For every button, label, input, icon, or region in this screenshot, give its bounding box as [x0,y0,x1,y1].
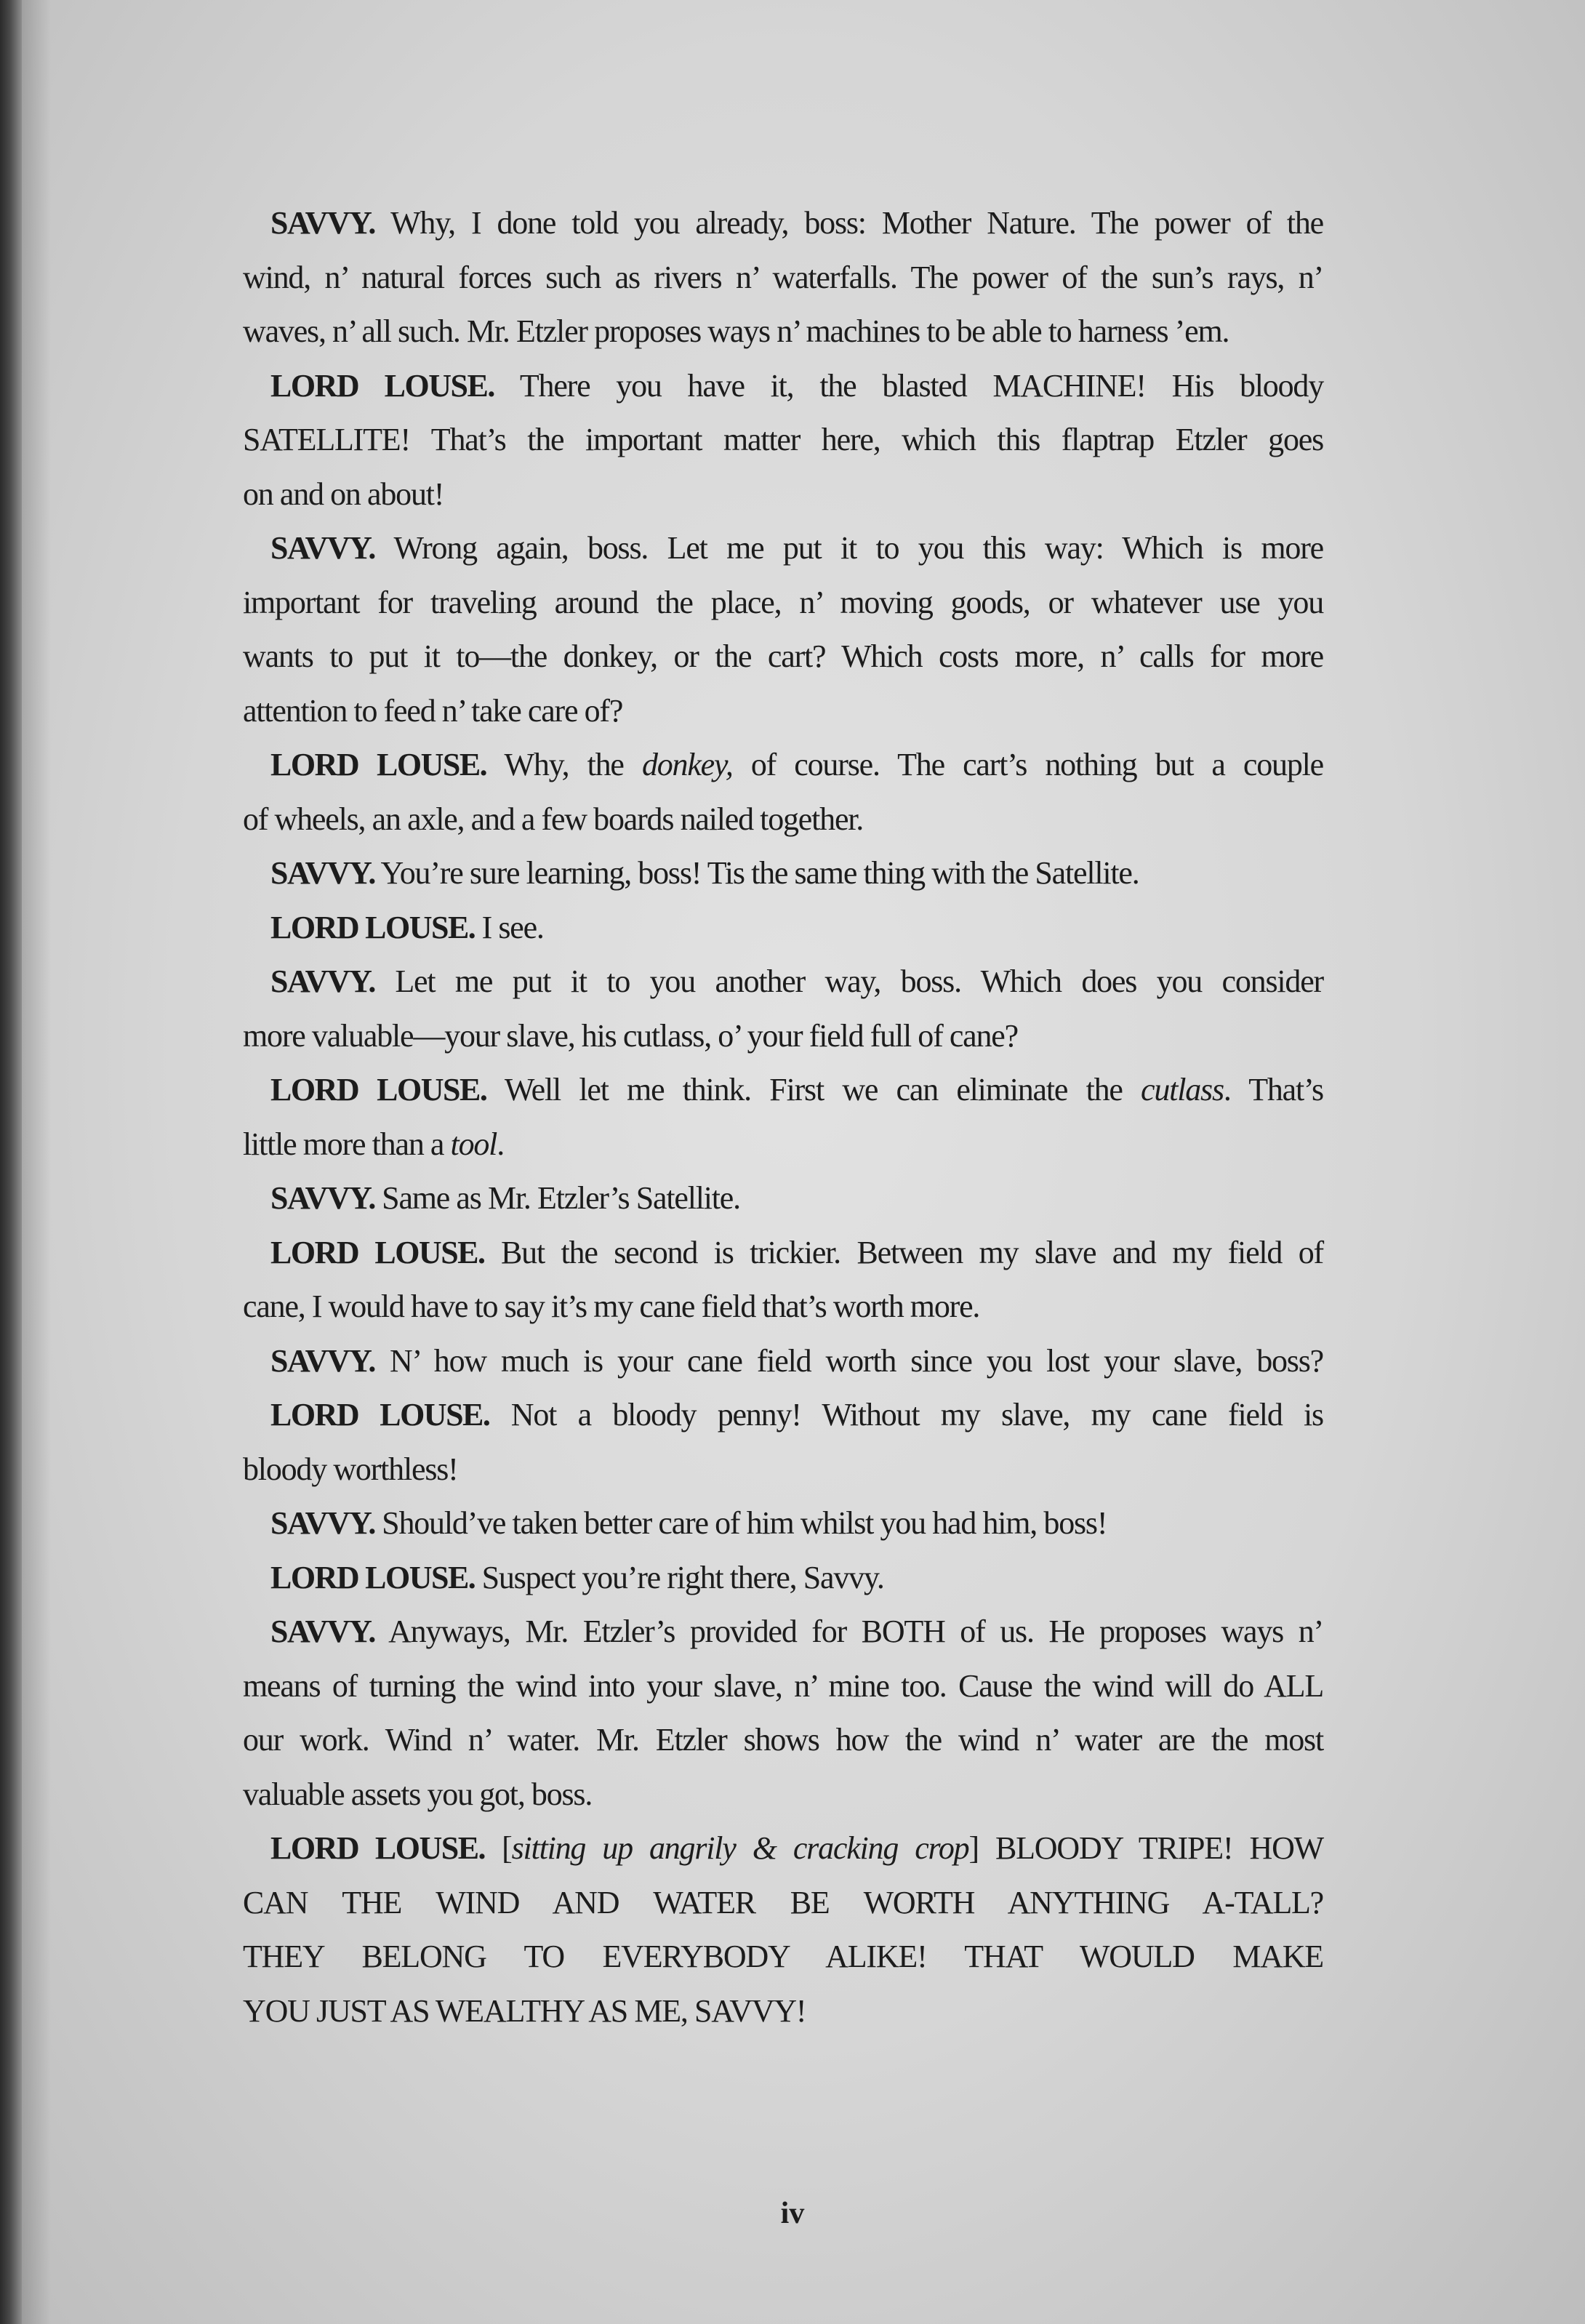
text-line [243,576,1323,630]
text-line [243,1009,1323,1064]
emphasized-text: donkey, [641,747,733,782]
line-text: Same as Mr. Etzler’s Satellite. [374,1180,740,1216]
book-spine-edge [0,0,22,2324]
line-text: more valuable—your slave, his cutlass, o’ your field full of cane? [243,1017,1018,1054]
line-text: our work. Wind n’ water. Mr. Etzler shows how the wind n’ water are the most [243,1722,1323,1758]
line-text: Why, I done told you already, boss: Mother Nature. The power of the [374,205,1323,241]
text-line [243,1605,1323,1659]
line-text: important for traveling around the place, n’ moving goods, or whatever use you [243,584,1323,620]
line-text: wind, n’ natural forces such as rivers n’ waterfalls. The power of the sun’s rays, n’ [243,259,1323,295]
speaker-name: LORD LOUSE. [270,367,494,404]
speaker-name: SAVVY. [270,1342,375,1379]
text-line [243,1496,1323,1551]
emphasized-text: cutlass [1141,1072,1224,1107]
text-line [243,955,1323,1009]
line-text: on and on about! [243,476,444,512]
text-line [243,1876,1323,1931]
text-line [243,684,1323,739]
line-text: [ [485,1830,512,1866]
speaker-name: SAVVY. [270,205,375,241]
text-line [243,630,1323,684]
text-line [243,1334,1323,1389]
emphasized-text: tool [450,1126,497,1162]
line-text: Suspect you’re right there, Savvy. [475,1559,884,1595]
text-line [243,738,1323,793]
speaker-name: LORD LOUSE. [270,1559,476,1595]
text-line [243,846,1323,901]
text-line [243,521,1323,576]
speaker-name: SAVVY. [270,530,375,566]
line-text: Should’ve taken better care of him whilst you had him, boss! [374,1505,1107,1541]
text-line [243,1226,1323,1281]
emphasized-text: sitting up angrily & cracking crop [511,1830,969,1866]
page-gutter-shadow [22,0,51,2324]
page-number: iv [780,2197,805,2230]
speaker-name: LORD LOUSE. [270,909,476,945]
text-line [243,1659,1323,1714]
line-text: Let me put it to you another way, boss. Which does you consider [374,963,1323,999]
text-line [243,468,1323,522]
speaker-name: LORD LOUSE. [270,747,487,782]
speaker-name: LORD LOUSE. [270,1830,486,1866]
line-text: You’re sure learning, boss! Tis the same thing with the Satellite. [374,855,1139,891]
line-text-after: ] BLOODY TRIPE! HOW [968,1830,1323,1866]
line-text: CAN THE WIND AND WATER BE WORTH ANYTHING A-TALL? [243,1884,1323,1920]
text-line [243,1984,1323,2039]
text-line [243,1768,1323,1822]
line-text: valuable assets you got, boss. [243,1776,593,1812]
speaker-name: SAVVY. [270,1180,375,1216]
text-line [243,1822,1323,1876]
text-line [243,196,1323,251]
line-text: There you have it, the blasted MACHINE! His bloody [494,367,1323,404]
line-text: means of turning the wind into your slave, n’ mine too. Cause the wind will do ALL [243,1667,1323,1704]
speaker-name: LORD LOUSE. [270,1234,485,1270]
text-line [243,305,1323,359]
line-text: THEY BELONG TO EVERYBODY ALIKE! THAT WOULD MAKE [243,1939,1323,1974]
text-line [243,793,1323,847]
line-text: of wheels, an axle, and a few boards nailed together. [243,801,864,837]
speaker-name: LORD LOUSE. [270,1397,490,1433]
line-text-after: . [497,1126,505,1162]
speaker-name: SAVVY. [270,1614,375,1649]
line-text: Why, the [486,747,642,782]
text-line [243,1930,1323,1984]
line-text: wants to put it to—the donkey, or the cart? Which costs more, n’ calls for more [243,638,1323,674]
speaker-name: SAVVY. [270,855,375,891]
text-line [243,901,1323,955]
line-text: Wrong again, boss. Let me put it to you this way: Which is more [374,530,1323,566]
speaker-name: SAVVY. [270,1505,375,1541]
line-text: attention to feed n’ take care of? [243,692,623,729]
line-text-after: of course. The cart’s nothing but a couple [732,747,1323,782]
line-text: little more than a [243,1126,451,1162]
line-text: Well let me think. First we can eliminate the [486,1072,1141,1107]
text-line [243,413,1323,468]
line-text: bloody worthless! [243,1451,458,1487]
text-line [243,1118,1323,1172]
speaker-name: SAVVY. [270,963,375,999]
line-text: Not a bloody penny! Without my slave, my cane field is [489,1397,1323,1433]
speaker-name: LORD LOUSE. [270,1072,487,1107]
line-text: cane, I would have to say it’s my cane field that’s worth more. [243,1289,980,1324]
text-line [243,359,1323,414]
line-text: Anyways, Mr. Etzler’s provided for BOTH of us. He proposes ways n’ [374,1614,1323,1649]
line-text: SATELLITE! That’s the important matter here, which this flaptrap Etzler goes [243,422,1323,457]
text-line [243,1063,1323,1118]
text-line [243,251,1323,305]
line-text: But the second is trickier. Between my slave and my field of [484,1234,1323,1270]
line-text: I see. [475,909,544,945]
dialogue-text-block [243,196,1323,2038]
text-line [243,1713,1323,1768]
line-text-after: . That’s [1223,1072,1323,1107]
line-text: YOU JUST AS WEALTHY AS ME, SAVVY! [243,1992,806,2029]
text-line [243,1171,1323,1226]
text-line [243,1388,1323,1443]
text-line [243,1551,1323,1606]
text-line [243,1443,1323,1497]
line-text: N’ how much is your cane field worth since you lost your slave, boss? [374,1342,1323,1379]
text-line [243,1280,1323,1334]
line-text: waves, n’ all such. Mr. Etzler proposes ways n’ machines to be able to harness ’em. [243,313,1229,349]
